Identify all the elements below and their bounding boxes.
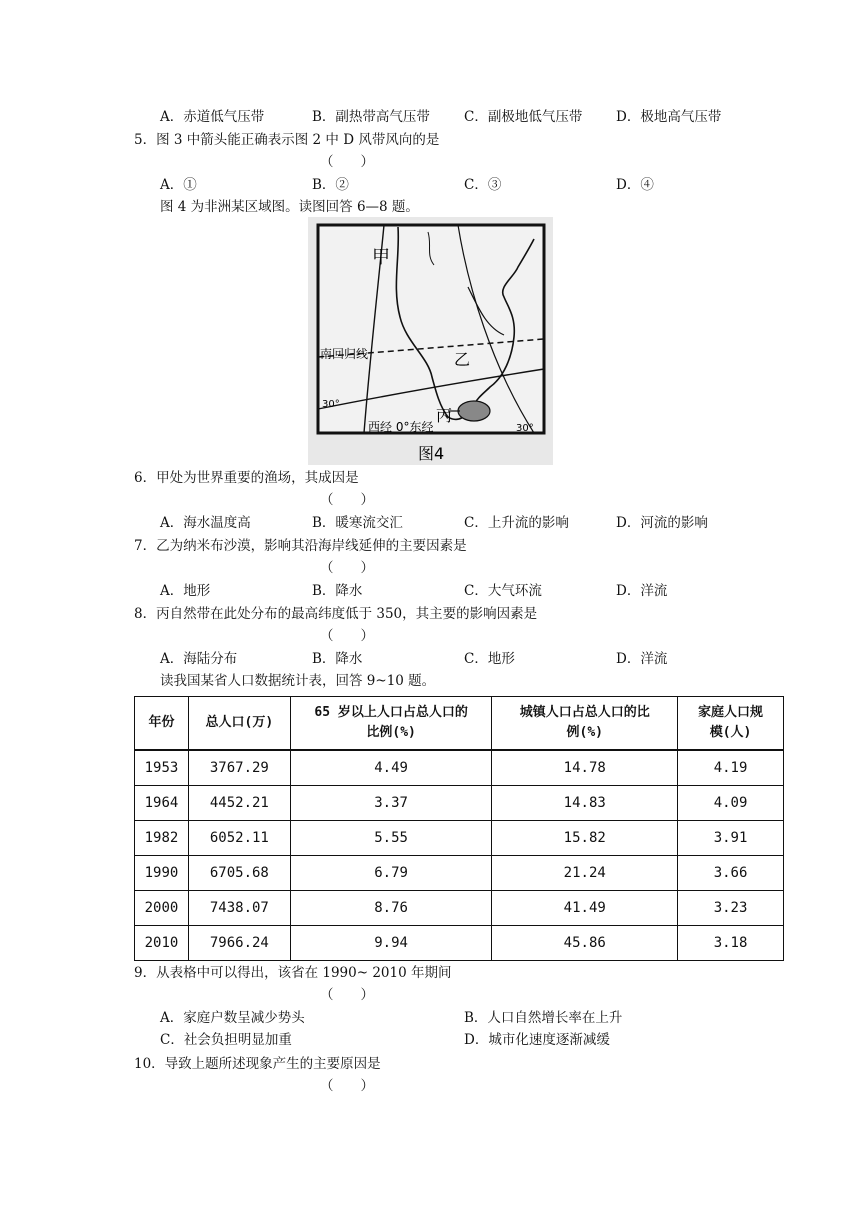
table-row [135,750,784,786]
cell-year: 1990 [135,856,189,891]
cell-aged: 4.49 [290,750,492,786]
cell-total: 4452.21 [188,786,290,821]
cell-household: 3.23 [678,891,784,926]
q9-option-c: C．社会负担明显加重 [160,1032,292,1048]
cell-urban: 15.82 [492,821,678,856]
population-table [134,696,784,961]
africa-map [308,217,553,465]
cell-total: 6705.68 [188,856,290,891]
table-intro: 读我国某省人口数据统计表，回答 9~10 题。 [160,673,436,689]
q7-answer-paren: （ ） [320,560,374,576]
q8-stem: 8．丙自然带在此处分布的最高纬度低于 350，其主要的影响因素是 [134,606,538,622]
q7-option-b: B．降水 [312,583,363,599]
cell-aged: 5.55 [290,821,492,856]
q7-option-c: C．大气环流 [464,583,542,599]
q6-option-d: D．河流的影响 [616,515,708,531]
cell-household: 4.19 [678,750,784,786]
label-tropic: 南回归线 [320,347,369,361]
q5-option-a: A．① [160,177,197,193]
q9-answer-paren: （ ） [320,987,374,1003]
label-jia: 甲 [372,247,390,268]
q8-answer-paren: （ ） [320,628,374,644]
map-intro: 图 4 为非洲某区域图。读图回答 6—8 题。 [160,199,419,215]
cell-year: 1953 [135,750,189,786]
th-urban-ratio: 城镇人口占总人口的比例(%) [492,697,678,751]
q8-option-d: D．洋流 [616,651,668,667]
th-total-population: 总人口(万) [188,697,290,751]
q5-option-d: D．④ [616,177,654,193]
q5-option-b: B．② [312,177,349,193]
q7-option-a: A．地形 [160,583,211,599]
q8-option-b: B．降水 [312,651,363,667]
q7-stem: 7．乙为纳米布沙漠，影响其沿海岸线延伸的主要因素是 [134,538,467,554]
q9-stem: 9．从表格中可以得出，该省在 1990~ 2010 年期间 [134,965,452,981]
cell-year: 2010 [135,926,189,961]
q4-option-c: C．副极地低气压带 [464,109,583,125]
cell-urban: 41.49 [492,891,678,926]
q4-option-a: A．赤道低气压带 [160,109,265,125]
cell-household: 4.09 [678,786,784,821]
label-meridian: 西经 0°东经 [368,420,434,434]
table-header-row [135,697,784,751]
q9-option-a: A．家庭户数呈减少势头 [160,1010,305,1026]
cell-year: 1982 [135,821,189,856]
map-caption: 图4 [418,444,445,463]
q5-option-c: C．③ [464,177,502,193]
cell-household: 3.66 [678,856,784,891]
table-row [135,821,784,856]
cell-year: 2000 [135,891,189,926]
table-row [135,786,784,821]
table-row [135,891,784,926]
cell-total: 7438.07 [188,891,290,926]
q6-option-c: C．上升流的影响 [464,515,569,531]
q9-option-b: B．人口自然增长率在上升 [464,1010,623,1026]
cell-year: 1964 [135,786,189,821]
cell-aged: 8.76 [290,891,492,926]
cell-household: 3.18 [678,926,784,961]
label-yi: 乙 [454,350,471,369]
th-aged-65-ratio: 65 岁以上人口占总人口的比例(%) [290,697,492,751]
bing-region [458,401,490,421]
q5-answer-paren: （ ） [320,154,374,170]
table-row [135,856,784,891]
cell-total: 7966.24 [188,926,290,961]
cell-total: 6052.11 [188,821,290,856]
q10-stem: 10．导致上题所述现象产生的主要原因是 [134,1056,381,1072]
q6-stem: 6．甲处为世界重要的渔场，其成因是 [134,470,359,486]
cell-urban: 21.24 [492,856,678,891]
q4-option-b: B．副热带高气压带 [312,109,430,125]
q7-option-d: D．洋流 [616,583,668,599]
cell-total: 3767.29 [188,750,290,786]
th-household-size: 家庭人口规模(人) [678,697,784,751]
label-lat30-right: 30° [516,423,534,434]
cell-aged: 3.37 [290,786,492,821]
label-lat30-left: 30° [322,399,340,410]
cell-household: 3.91 [678,821,784,856]
cell-aged: 9.94 [290,926,492,961]
cell-urban: 45.86 [492,926,678,961]
q6-option-b: B．暖寒流交汇 [312,515,403,531]
q9-option-d: D．城市化速度逐渐减缓 [464,1032,610,1048]
q4-option-d: D．极地高气压带 [616,109,722,125]
q8-option-c: C．地形 [464,651,515,667]
cell-aged: 6.79 [290,856,492,891]
cell-urban: 14.83 [492,786,678,821]
table-row [135,926,784,961]
africa-map-figure [308,217,553,465]
q6-option-a: A．海水温度高 [160,515,251,531]
cell-urban: 14.78 [492,750,678,786]
label-bing: 丙 [436,406,453,425]
q10-answer-paren: （ ） [320,1078,374,1094]
q6-answer-paren: （ ） [320,492,374,508]
q8-option-a: A．海陆分布 [160,651,238,667]
th-year: 年份 [135,697,189,751]
q5-stem: 5．图 3 中箭头能正确表示图 2 中 D 风带风向的是 [134,132,440,148]
